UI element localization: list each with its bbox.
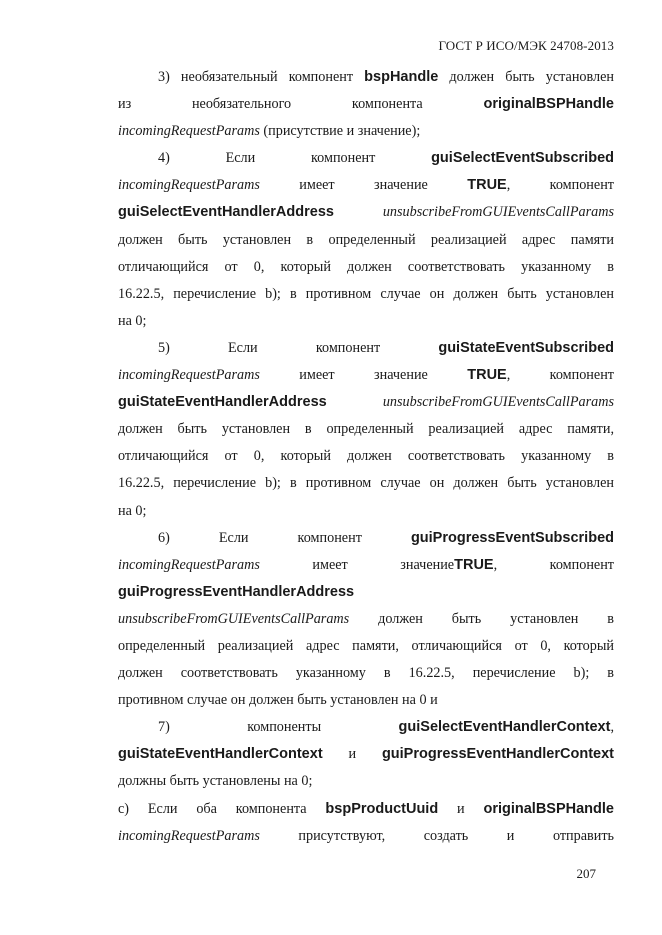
component-name: guiSelectEventHandlerContext [398,719,611,736]
text-run: , компонент [506,367,614,384]
component-name: originalBSPHandle [483,96,614,113]
text-run: должны быть установлены на 0; [118,773,313,790]
text-run: из необязательного компонента [118,96,484,113]
text-run: определенный реализацией адрес памяти, отличающийся от 0, который [118,637,614,654]
component-name: guiStateEventHandlerContext [118,746,323,763]
component-name: guiSelectEventSubscribed [431,150,614,167]
text-run: должен быть установлен в определенный реализацией адрес памяти [118,231,614,248]
component-name: guiStateEventSubscribed [438,339,614,356]
text-run: имеет значение [259,177,468,194]
text-run: должен быть установлен в определенный реализацией адрес памяти, [118,421,614,438]
text-run: противном случае он должен быть установлен на 0 и [118,692,438,709]
text-run: отличающийся от 0, который должен соответствовать указанному в [118,448,614,465]
component-name: guiProgressEventSubscribed [410,529,614,546]
text-run: , [610,719,614,736]
text-run: отличающийся от 0, который должен соответствовать указанному в [118,258,614,275]
component-name: bspHandle [364,69,439,85]
document-body [118,64,614,850]
component-name: guiStateEventHandlerAddress [118,394,327,411]
text-run: c) Если оба компонента [118,800,326,817]
text-run: 16.22.5, перечисление b); в противном случае он должен быть установлен [118,285,614,302]
text-run: 5) Если компонент [158,339,439,356]
text-run: 3) необязательный компонент [158,69,365,85]
component-name: guiProgressEventHandlerAddress [118,583,355,600]
text-run: должен соответствовать указанному в 16.22.5, перечисление b); в [118,665,614,682]
param-name: unsubscribeFromGUIEventsCallParams [382,394,614,411]
text-run: на 0; [118,502,147,519]
param-name: incomingRequestParams [118,827,260,844]
param-name: unsubscribeFromGUIEventsCallParams [382,204,614,221]
value-true: TRUE [467,367,507,384]
text-run: 4) Если компонент [158,150,432,167]
text-run: на 0; [118,312,147,329]
text-run: , компонент [493,556,614,573]
component-name: originalBSPHandle [483,800,614,817]
document-header: ГОСТ Р ИСО/МЭК 24708-2013 [438,38,614,53]
text-run: должен быть установлен в [349,610,614,627]
text-run: 6) Если компонент [158,529,411,546]
component-name: bspProductUuid [325,800,439,817]
param-name: incomingRequestParams [118,367,260,384]
text-run: 7) компоненты [158,719,399,736]
text-run: имеет значение [259,367,468,384]
param-name: unsubscribeFromGUIEventsCallParams [118,610,350,627]
text-run: имеет значение [259,556,455,573]
component-name: guiSelectEventHandlerAddress [118,204,334,221]
page-number: 207 [576,866,596,881]
param-name: incomingRequestParams [118,177,260,194]
text-run: и [438,800,484,817]
text-run: , компонент [506,177,614,194]
text-run: должен быть установлен [438,69,614,85]
param-name: incomingRequestParams [118,123,260,140]
text-run: 16.22.5, перечисление b); в противном случае он должен быть установлен [118,475,614,492]
value-true: TRUE [454,556,494,573]
param-name: incomingRequestParams [118,556,260,573]
text-run: присутствуют, создать и отправить [259,827,614,844]
text-run: (присутствие и значение); [259,123,421,140]
text-run: и [322,746,382,763]
value-true: TRUE [467,177,507,194]
component-name: guiProgressEventHandlerContext [381,746,614,763]
